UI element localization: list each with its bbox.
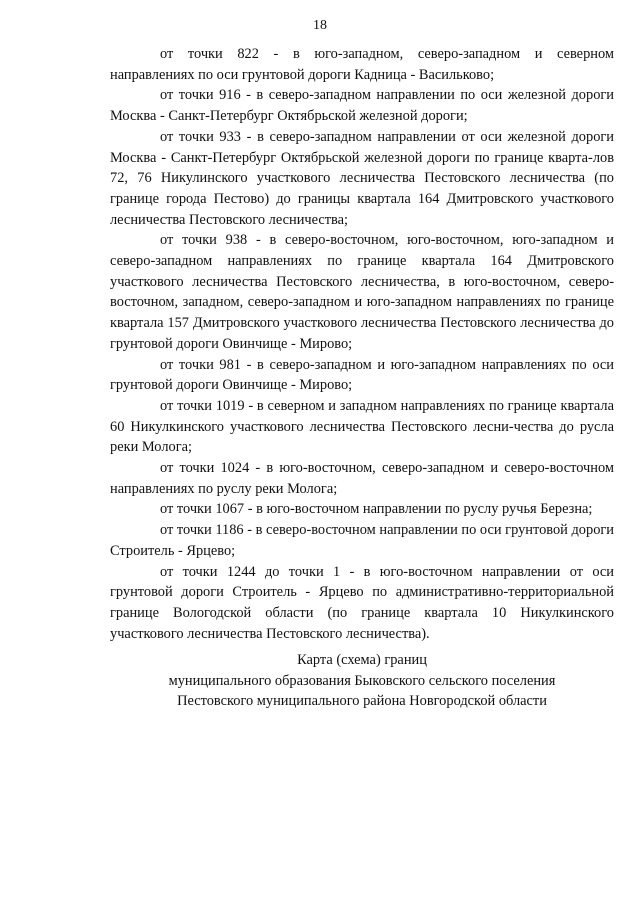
paragraph-point-916: от точки 916 - в северо-западном направлении по оси железной дороги Москва - Санкт-Петербург Октябрьской железной дороги; (110, 87, 614, 125)
map-caption (110, 650, 614, 712)
map-caption-line-3: Пестовского муниципального района Новгородской области (177, 693, 547, 710)
page-number: 18 (313, 18, 327, 33)
paragraph-point-938: от точки 938 - в северо-восточном, юго-восточном, юго-западном и северо-западном направлениях по границе квартала 164 Дмитровского участкового лесничества Пестовского лесничества, в юго-восточном, северо-восточном, западном, северо-западном и юго-западном направлениях по границе квартала 157 Дмитровского участкового лесничества Пестовского лесничества до грунтовой дороги Овинчище - Мирово; (110, 232, 614, 352)
paragraph-point-981: от точки 981 - в северо-западном и юго-западном направлениях по оси грунтовой дороги Овинчище - Мирово; (110, 356, 614, 394)
body-text (110, 44, 614, 644)
paragraph-point-1244: от точки 1244 до точки 1 - в юго-восточном направлении от оси грунтовой дороги Строитель - Ярцево по административно-территориальной границе Вологодской области (по границе квартала 10 Никулкинского участкового лесничества Пестовского лесничества). (110, 563, 614, 642)
map-caption-line-2: муниципального образования Быковского сельского поселения (168, 672, 556, 689)
map-caption-line-1: Карта (схема) границ (297, 652, 427, 668)
paragraph-point-1019: от точки 1019 - в северном и западном направлениях по границе квартала 60 Никулкинского участкового лесничества Пестовского лесни-чества до русла реки Молога; (110, 397, 614, 456)
paragraph-point-1067: от точки 1067 - в юго-восточном направлении по руслу ручья Березна; (160, 501, 593, 518)
paragraph-point-1186: от точки 1186 - в северо-восточном направлении по оси грунтовой дороги Строитель - Ярцево; (110, 522, 614, 559)
paragraph-point-822: от точки 822 - в юго-западном, северо-западном и северном направлениях по оси грунтовой дороги Кадница - Васильково; (110, 46, 614, 83)
paragraph-point-1024: от точки 1024 - в юго-восточном, северо-западном и северо-восточном направлениях по руслу реки Молога; (110, 460, 614, 497)
paragraph-point-933: от точки 933 - в северо-западном направлении от оси железной дороги Москва - Санкт-Петербург Октябрьской железной дороги по границе кварта-лов 72, 76 Никулинского участкового лесничества Пестовского лесничества (по границе города Пестово) до границы квартала 164 Дмитровского участкового лесничества Пестовского лесничества; (110, 128, 614, 228)
